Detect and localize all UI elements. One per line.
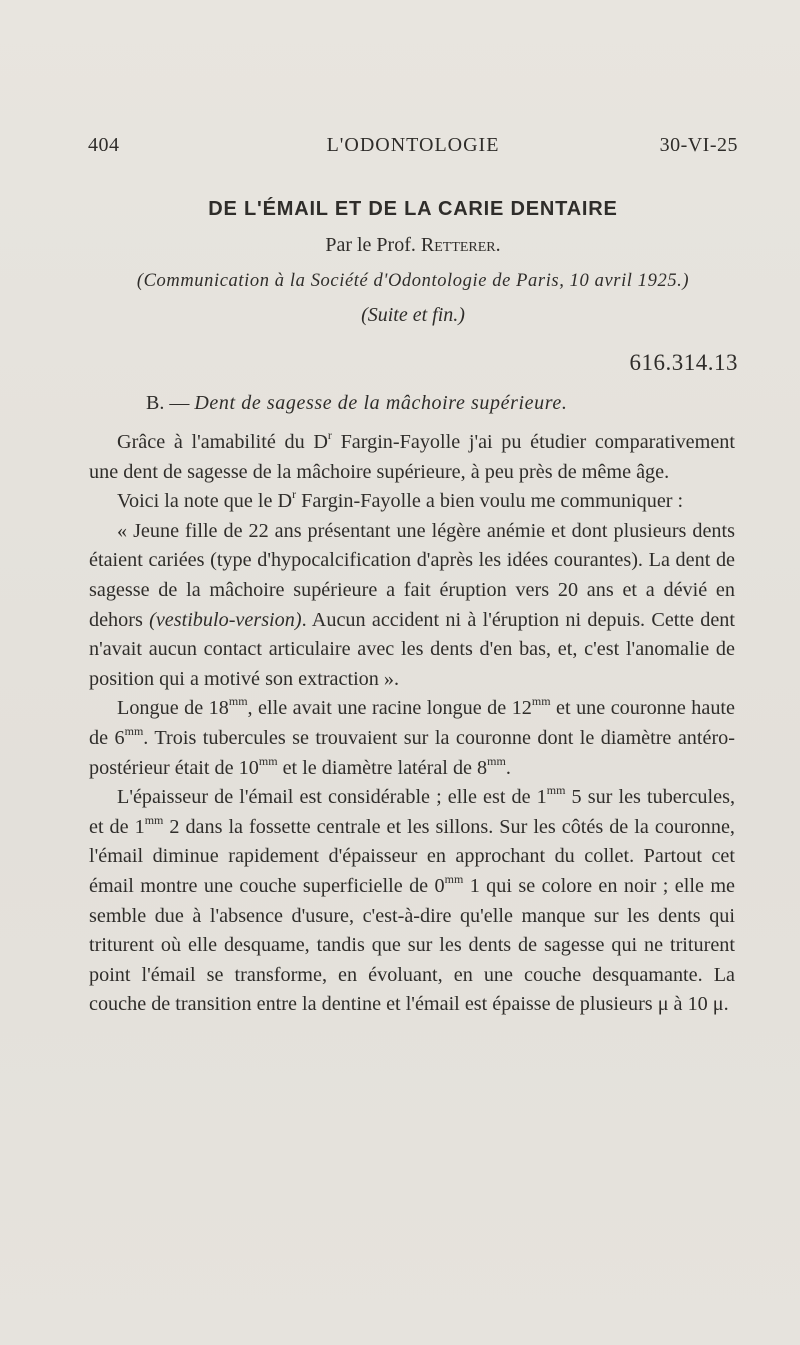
text-run: et le diamètre latéral de 8: [277, 756, 488, 779]
superscript: mm: [144, 812, 164, 827]
paragraph: [89, 694, 735, 783]
superscript: mm: [531, 694, 551, 709]
superscript: r: [292, 487, 297, 502]
text-run: 1 qui se colore en noir ; elle me semble due à l'absence d'usure, c'est-à-dire qu'elle manque sur les dents qui triturent où elle desquame, tandis que sur les dents de sagesse qui ne triturent point l'émail se transforme, en évoluant, en une couche desquamante. La couche de transition entre la dentine et l'émail est épaisse de plusieurs μ à 10 μ.: [89, 874, 735, 1016]
superscript: mm: [487, 753, 506, 768]
text-run: Fargin-Fayolle a bien voulu me communiquer :: [296, 490, 684, 513]
text-run: .: [505, 756, 511, 779]
continuation-note: (Suite et fin.): [361, 304, 465, 326]
page-number: 404: [88, 134, 120, 156]
superscript: mm: [258, 753, 278, 768]
superscript: mm: [228, 694, 248, 709]
section-heading: [146, 392, 746, 415]
paragraph: [89, 783, 735, 1020]
superscript: mm: [546, 783, 566, 798]
text-run: 5 sur les tubercules, et de 1: [89, 786, 736, 838]
journal-title: L'ODONTOLOGIE: [326, 134, 500, 156]
superscript: r: [327, 428, 332, 442]
author-line: [88, 234, 738, 257]
superscript: mm: [124, 723, 144, 738]
author-prefix: Par le Prof.: [325, 234, 421, 256]
issue-date: 30-VI-25: [659, 134, 738, 156]
paragraph: [89, 428, 735, 487]
italic-term: (vestibulo-version): [149, 608, 302, 631]
text-run: , elle avait une racine longue de 12: [247, 697, 532, 720]
section-title: Dent de sagesse de la mâchoire supérieure.: [194, 392, 568, 414]
superscript: mm: [444, 871, 464, 886]
text-run: Longue de 18: [117, 697, 229, 720]
text-run: Fargin-Fayolle j'ai pu étudier comparativement une dent de sagesse de la mâchoire supérieure, à peu près de même âge.: [89, 431, 735, 483]
text-run: « Jeune fille de 22 ans présentant une légère anémie et dont plusieurs dents étaient cariées (type d'hypocalcification d'après les idées courantes). La dent de sagesse de la mâchoire supérieure a fait éruption vers 20 ans et a dévié en dehors: [89, 519, 735, 631]
classification-number: 616.314.13: [629, 350, 738, 375]
communication-note: (Communication à la Société d'Odontologie de Paris, 10 avril 1925.): [136, 271, 690, 291]
text-run: Grâce à l'amabilité du D: [117, 431, 328, 453]
paragraph: [89, 517, 735, 695]
article-title: DE L'ÉMAIL ET DE LA CARIE DENTAIRE: [208, 198, 618, 220]
text-run: . Aucun accident ni à l'éruption ni depuis. Cette dent n'avait aucun contact articulaire avec les dents d'en bas, et, c'est l'anomalie de position qui a motivé son extraction ».: [89, 608, 735, 690]
body-text: [89, 428, 735, 1020]
text-run: Voici la note que le D: [117, 490, 293, 513]
author-name: Retterer.: [420, 234, 501, 256]
section-letter: B. —: [146, 392, 195, 414]
running-head: [88, 134, 738, 164]
text-run: L'épaisseur de l'émail est considérable ; elle est de 1: [117, 786, 547, 809]
text-run: et une couronne haute de 6: [89, 697, 735, 749]
text-run: 2 dans la fossette centrale et les sillons. Sur les côtés de la couronne, l'émail diminue rapidement d'épaisseur en approchant du collet. Partout cet émail montre une couche superficielle de 0: [89, 815, 735, 897]
text-run: . Trois tubercules se trouvaient sur la couronne dont le diamètre antéro-postérieur était de 10: [89, 726, 736, 779]
paragraph: [89, 487, 735, 517]
